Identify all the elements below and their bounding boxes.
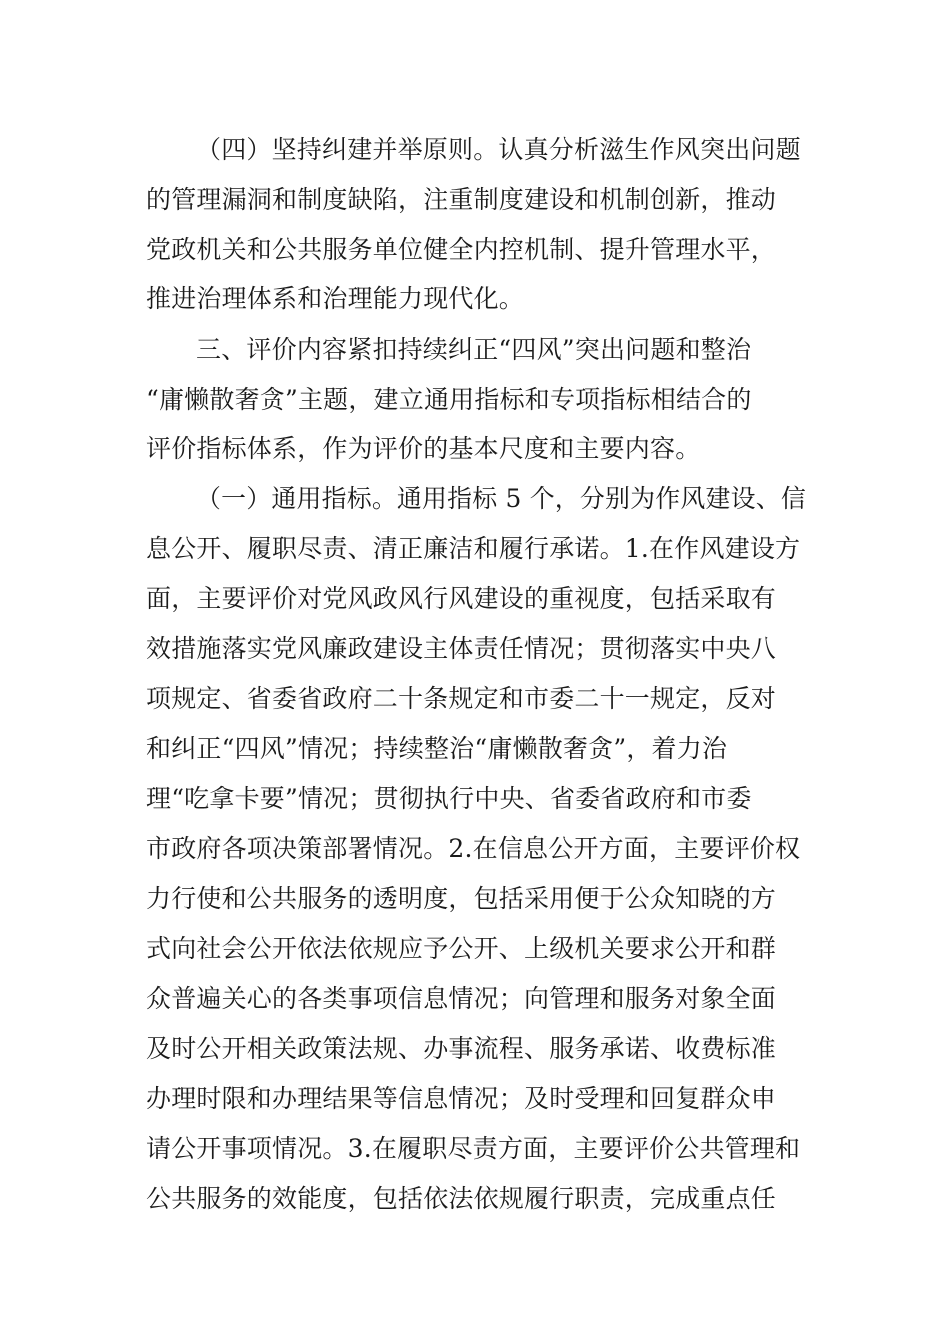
general-indicators-line-6: 和纠正“四风”情况；持续整治“庸懒散奢贪”，着力治 — [146, 734, 728, 763]
general-indicators-line-13: 办理时限和办理结果等信息情况；及时受理和回复群众申 — [146, 1084, 777, 1113]
general-indicators-line-15: 公共服务的效能度，包括依法依规履行职责，完成重点任 — [146, 1184, 777, 1213]
paragraph-4-line-2: 的管理漏洞和制度缺陷，注重制度建设和机制创新，推动 — [146, 185, 777, 214]
paragraph-4-line-1: （四）坚持纠建并举原则。认真分析滋生作风突出问题 — [196, 135, 801, 164]
general-indicators-line-10: 式向社会公开依法依规应予公开、上级机关要求公开和群 — [146, 934, 777, 963]
general-indicators-line-1: （一）通用指标。通用指标 5 个，分别为作风建设、信 — [196, 484, 806, 513]
general-indicators-line-12: 及时公开相关政策法规、办事流程、服务承诺、收费标准 — [146, 1034, 777, 1063]
section-3-line-3: 评价指标体系，作为评价的基本尺度和主要内容。 — [146, 434, 701, 463]
general-indicators-line-2: 息公开、履职尽责、清正廉洁和履行承诺。1.在作风建设方 — [146, 534, 801, 563]
general-indicators-line-4: 效措施落实党风廉政建设主体责任情况；贯彻落实中央八 — [146, 634, 777, 663]
general-indicators-line-7: 理“吃拿卡要”情况；贯彻执行中央、省委省政府和市委 — [146, 784, 752, 813]
section-3-line-1: 三、评价内容紧扣持续纠正“四风”突出问题和整治 — [196, 335, 752, 364]
paragraph-4-line-4: 推进治理体系和治理能力现代化。 — [146, 284, 525, 313]
general-indicators-line-3: 面，主要评价对党风政风行风建设的重视度，包括采取有 — [146, 584, 777, 613]
general-indicators-line-5: 项规定、省委省政府二十条规定和市委二十一规定，反对 — [146, 684, 777, 713]
paragraph-4-line-3: 党政机关和公共服务单位健全内控机制、提升管理水平， — [146, 235, 777, 264]
section-3-line-2: “庸懒散奢贪”主题，建立通用指标和专项指标相结合的 — [146, 385, 752, 414]
general-indicators-line-9: 力行使和公共服务的透明度，包括采用便于公众知晓的方 — [146, 884, 777, 913]
general-indicators-line-14: 请公开事项情况。3.在履职尽责方面，主要评价公共管理和 — [146, 1134, 801, 1163]
general-indicators-line-8: 市政府各项决策部署情况。2.在信息公开方面，主要评价权 — [146, 834, 801, 863]
general-indicators-line-11: 众普遍关心的各类事项信息情况；向管理和服务对象全面 — [146, 984, 777, 1013]
